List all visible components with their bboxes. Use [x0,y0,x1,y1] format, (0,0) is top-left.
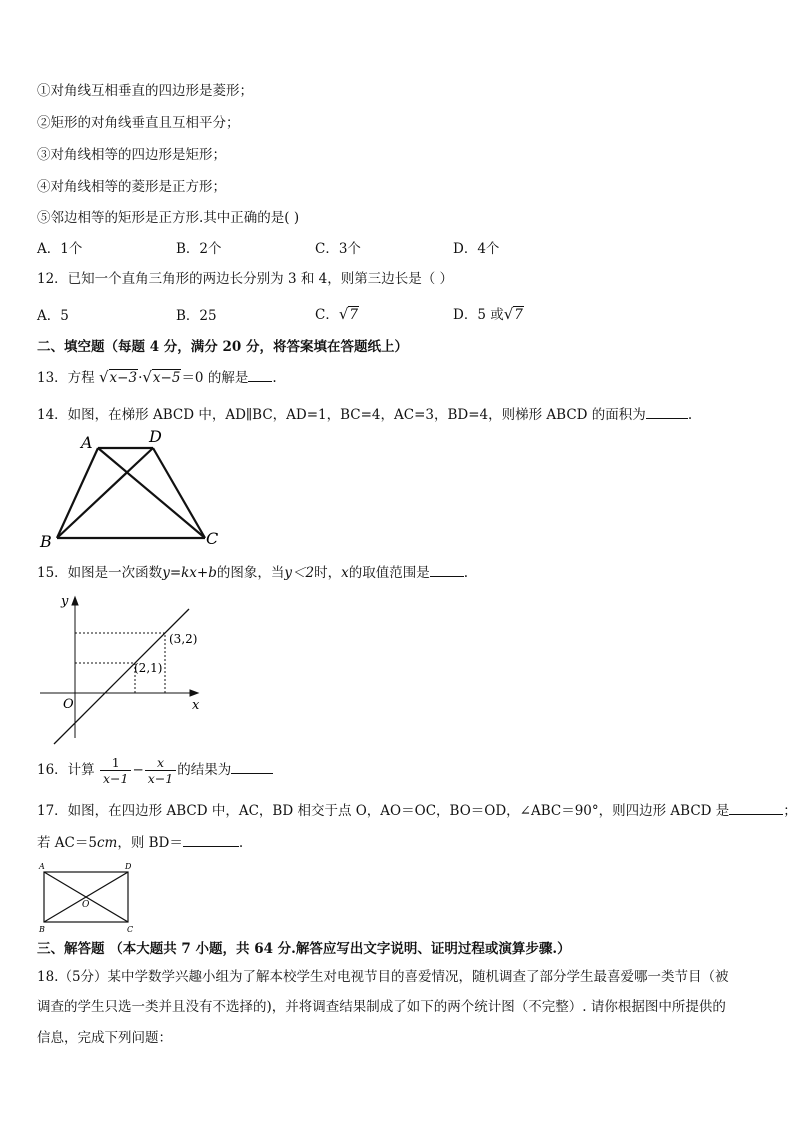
q15-text-c: 时， [314,565,342,581]
q15-condition: y＜2 [284,565,315,581]
q12-stem: 12．已知一个直角三角形的两边长分别为 3 和 4，则第三边长是（ ） [37,271,454,287]
q13-prefix: 13．方程 [37,370,95,386]
q17-text: 17．如图，在四边形 ABCD 中，AC，BD 相交于点 O，AO＝OC，BO＝OD，∠ABC＝90°，则四边形 ABCD 是 [37,803,730,819]
q15-text-b: 的图象，当 [216,565,285,581]
q17-answer-blank-2[interactable] [183,833,239,847]
q18-line1: 18.（5分）某中学数学兴趣小组为了解本校学生对电视节目的喜爱情况，随机调查了部分学生最喜爱哪一类节目（被 [37,969,729,985]
sqrt-x-minus-3: √x−3 [98,368,138,386]
q17-line2-end: . [238,835,244,851]
q12-option-b: B．25 [176,308,217,324]
q15-text-a: 15．如图是一次函数 [37,565,163,581]
q11-option-c: C．3个 [315,241,361,257]
statement-5: ⑤邻边相等的矩形是正方形.其中正确的是( ) [37,210,300,226]
q12-option-d [453,305,524,324]
q17-answer-blank-1[interactable] [729,801,783,815]
q13-dot: · [138,370,143,386]
statement-2: ②矩形的对角线垂直且互相平分； [37,115,240,131]
y-axis-arrow [72,597,78,605]
rect-label-a: A [39,862,45,871]
q15-var: x [341,565,349,581]
point1-label: (3,2) [169,632,198,646]
section2-heading: 二、填空题（每题 4 分，满分 20 分，将答案填在答题纸上） [37,339,408,355]
q16-answer-blank[interactable] [231,760,273,774]
q13-suffix: ＝0 的解是 [181,370,249,386]
q16 [37,754,273,786]
rect-label-d: D [125,862,132,871]
sqrt-x-minus-5: √x−5 [142,368,181,386]
x-axis-arrow [190,690,198,696]
q15-end: . [463,565,469,581]
q15-answer-blank[interactable] [430,563,464,577]
label-c: C [206,529,219,548]
statement-1: ①对角线互相垂直的四边形是菱形； [37,83,253,99]
q13-end: . [272,370,277,386]
q14 [37,405,692,424]
label-a: A [81,433,93,452]
y-axis-label: y [61,594,69,609]
function-line [54,609,189,744]
q16-prefix: 16．计算 [37,762,95,778]
function-graph [35,588,215,748]
q12-option-c [315,305,359,324]
q15-formula: y=kx+b [162,565,217,581]
q15 [37,563,468,582]
origin-label: O [63,697,74,712]
q17-line1-end: ； [783,803,797,819]
rectangle-figure [35,860,145,934]
rect-label-o: O [82,900,90,910]
section3-heading: 三、解答题 （本大题共 7 小题，共 64 分.解答应写出文字说明、证明过程或演算步骤.） [37,941,571,957]
q16-minus: − [132,762,144,778]
q18-line3: 信息，完成下列问题： [37,1030,172,1046]
q11-option-b: B．2个 [176,241,222,257]
q18-line2: 调查的学生只选一类并且没有不选择的)，并将调查结果制成了如下的两个统计图（不完整）. 请你根据图中所提供的 [37,999,726,1015]
rect-label-c: C [127,925,134,934]
fraction-1: $\frac{1}{x-1}$ [100,755,131,786]
q17-line2-mid: ，则 BD＝ [117,835,183,851]
label-b: B [40,532,52,551]
x-axis-label: x [192,698,200,713]
q17-unit: cm [96,835,118,851]
rect-label-b: B [39,925,45,934]
point2-label: (2,1) [134,661,163,675]
q17-line2-prefix: 若 AC＝5 [37,835,97,851]
q15-text-d: 的取值范围是 [348,565,430,581]
trapezoid-figure [35,428,235,553]
sqrt-7-d: √7 [503,305,523,323]
fraction-2: $\frac{x}{x-1}$ [145,755,176,786]
statement-3: ③对角线相等的四边形是矩形； [37,147,226,163]
q11-option-a: A．1个 [37,241,83,257]
q12-option-d-label: D．5 或 [453,307,504,323]
sqrt-7-c: √7 [338,305,358,323]
q12-option-a: A．5 [37,308,69,324]
q14-answer-blank[interactable] [646,405,688,419]
q16-suffix: 的结果为 [177,762,232,778]
label-d: D [149,427,162,446]
q11-option-d: D．4个 [453,241,500,257]
q13 [37,368,277,387]
q12-option-c-label: C． [315,307,339,323]
guide-point2 [75,663,135,693]
q14-end: . [687,407,693,423]
q14-text: 14．如图，在梯形 ABCD 中，AD∥BC，AD=1，BC=4，AC=3，BD=4，则梯形 ABCD 的面积为 [37,407,646,423]
statement-4: ④对角线相等的菱形是正方形； [37,179,226,195]
q13-answer-blank[interactable] [248,368,272,382]
q17-line1 [37,801,797,820]
q17-line2 [37,833,243,852]
